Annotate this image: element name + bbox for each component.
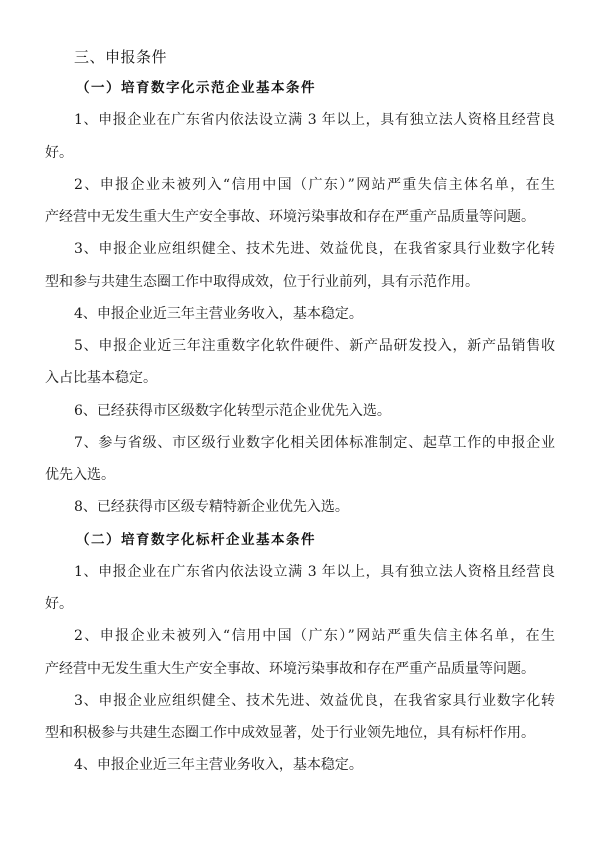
list-item-line: 3、申报企业应组织健全、技术先进、效益优良，在我省家具行业数字化转 [74, 241, 555, 258]
list-item-continuation: 产经营中无发生重大生产安全事故、环境污染事故和存在严重产品质量等问题。 [45, 209, 535, 225]
subsection-title: （二）培育数字化标杆企业基本条件 [76, 531, 316, 548]
subsection-title: （一）培育数字化示范企业基本条件 [76, 80, 316, 96]
list-item-continuation: 型和积极参与共建生态圈工作中成效显著，处于行业领先地位，具有标杆作用。 [45, 725, 535, 741]
list-item-line: 4、申报企业近三年主营业务收入，基本稳定。 [74, 757, 363, 774]
list-item-line: 3、申报企业应组织健全、技术先进、效益优良，在我省家具行业数字化转 [74, 692, 555, 709]
list-item-continuation: 优先入选。 [45, 467, 115, 483]
section-title: 三、申报条件 [74, 48, 168, 66]
list-item-continuation: 入占比基本稳定。 [45, 370, 157, 387]
list-item-line: 8、已经获得市区级专精特新企业优先入选。 [74, 499, 349, 516]
list-item-continuation: 型和参与共建生态圈工作中取得成效，位于行业前列，具有示范作用。 [45, 273, 479, 290]
list-item-continuation: 好。 [45, 596, 73, 612]
list-item-line: 7、参与省级、市区级行业数字化相关团体标准制定、起草工作的申报企业 [74, 434, 555, 451]
list-item-continuation: 产经营中无发生重大生产安全事故、环境污染事故和存在严重产品质量等问题。 [45, 660, 535, 677]
list-item-line: 2、申报企业未被列入“信用中国（广东）”网站严重失信主体名单，在生 [74, 176, 555, 193]
list-item-line: 1、申报企业在广东省内依法设立满 3 年以上，具有独立法人资格且经营良 [74, 112, 555, 129]
list-item-line: 4、申报企业近三年主营业务收入，基本稳定。 [74, 305, 363, 322]
list-item-line: 5、申报企业近三年注重数字化软件硬件、新产品研发投入，新产品销售收 [74, 338, 555, 354]
list-item-line: 2、申报企业未被列入“信用中国（广东）”网站严重失信主体名单，在生 [74, 628, 555, 645]
list-item-line: 6、已经获得市区级数字化转型示范企业优先入选。 [74, 402, 391, 419]
list-item-continuation: 好。 [45, 144, 73, 161]
list-item-line: 1、申报企业在广东省内依法设立满 3 年以上，具有独立法人资格且经营良 [74, 563, 555, 580]
